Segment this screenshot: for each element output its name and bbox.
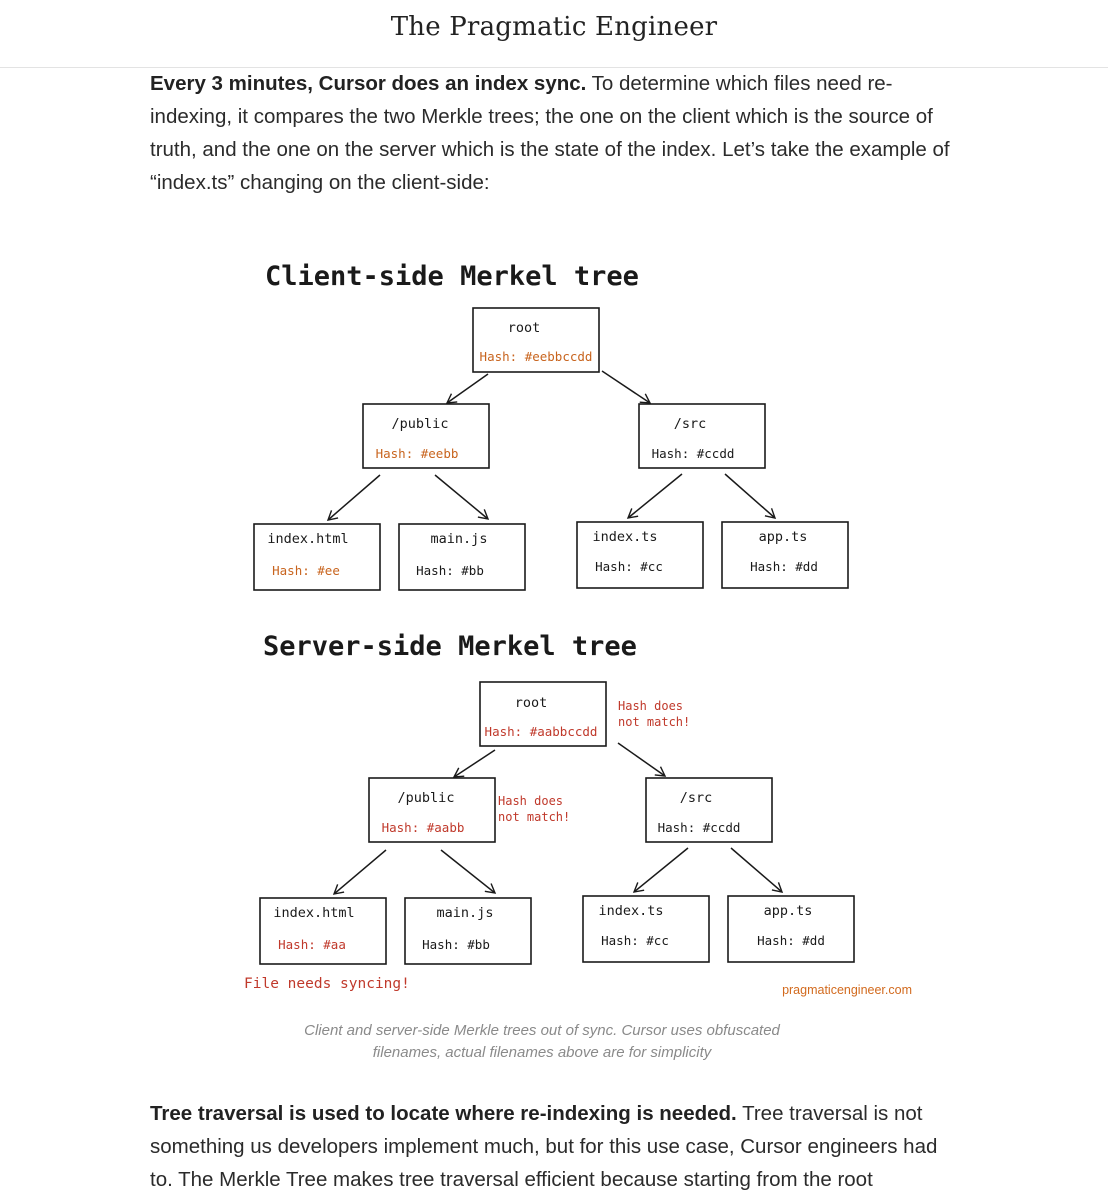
client-main-js-hash: Hash: #bb bbox=[416, 563, 484, 578]
client-public-node bbox=[363, 404, 489, 468]
server-app-ts-hash: Hash: #dd bbox=[757, 933, 825, 948]
server-public-note-line1: Hash does bbox=[498, 794, 564, 808]
client-src-hash: Hash: #ccdd bbox=[651, 446, 735, 461]
server-public-name: /public bbox=[397, 790, 455, 806]
server-index-html-hash: Hash: #aa bbox=[278, 937, 346, 952]
watermark: pragmaticengineer.com bbox=[782, 983, 912, 997]
intro-paragraph bbox=[150, 67, 950, 199]
server-app-ts-node bbox=[728, 896, 854, 962]
server-main-js-node bbox=[405, 898, 531, 964]
client-src-node bbox=[639, 404, 765, 468]
caption-line-2: filenames, actual filenames above are for simplicity bbox=[372, 1044, 712, 1061]
server-src-node bbox=[646, 778, 772, 842]
client-tree-title: Client-side Merkel tree bbox=[265, 261, 639, 292]
section2-text: Tree traversal is not something us developers implement much, but for this use case, Cursor engineers had to. The Merkle Tree makes tree traversal efficient because starting from the root bbox=[150, 1102, 938, 1191]
client-src-name: /src bbox=[673, 416, 707, 432]
server-root-note-line1: Hash does bbox=[618, 699, 684, 713]
server-app-ts-name: app.ts bbox=[763, 903, 813, 919]
server-public-node bbox=[369, 778, 495, 842]
server-root-name: root bbox=[514, 695, 548, 711]
client-root-node bbox=[473, 308, 599, 372]
server-src-hash: Hash: #ccdd bbox=[657, 820, 741, 835]
merkle-tree-figure bbox=[230, 240, 930, 1010]
client-public-name: /public bbox=[391, 416, 449, 432]
site-header bbox=[0, 0, 1108, 68]
client-index-ts-name: index.ts bbox=[592, 529, 658, 545]
server-root-node bbox=[480, 682, 606, 746]
site-title[interactable]: The Pragmatic Engineer bbox=[390, 12, 718, 42]
server-index-html-name: index.html bbox=[273, 905, 355, 921]
figure-caption bbox=[250, 1020, 834, 1064]
server-root-note-line2: not match! bbox=[618, 715, 691, 729]
intro-text: To determine which files need re-indexing, it compares the two Merkle trees; the one on the client which is the source of truth, and the one on the server which is the state of the index. Let’s take the example of “index.ts” changing on the client-side: bbox=[150, 72, 950, 194]
server-main-js-hash: Hash: #bb bbox=[422, 937, 490, 952]
server-main-js-name: main.js bbox=[436, 905, 494, 921]
tree-traversal-paragraph bbox=[150, 1097, 950, 1196]
client-app-ts-hash: Hash: #dd bbox=[750, 559, 818, 574]
caption-line-1: Client and server-side Merkle trees out of sync. Cursor uses obfuscated bbox=[304, 1022, 780, 1039]
server-index-ts-name: index.ts bbox=[598, 903, 664, 919]
client-index-ts-node bbox=[577, 522, 703, 588]
client-root-name: root bbox=[507, 320, 541, 336]
server-public-note-line2: not match! bbox=[498, 810, 571, 824]
intro-bold: Every 3 minutes, Cursor does an index sync. bbox=[150, 72, 587, 95]
client-root-hash: Hash: #eebbccdd bbox=[479, 349, 593, 364]
client-public-hash: Hash: #eebb bbox=[375, 446, 459, 461]
client-index-ts-hash: Hash: #cc bbox=[595, 559, 663, 574]
server-tree-title: Server-side Merkel tree bbox=[263, 631, 637, 662]
server-index-html-node bbox=[260, 898, 386, 964]
client-app-ts-node bbox=[722, 522, 848, 588]
client-app-ts-name: app.ts bbox=[758, 529, 808, 545]
client-main-js-name: main.js bbox=[430, 531, 488, 547]
server-public-hash: Hash: #aabb bbox=[381, 820, 465, 835]
section2-bold: Tree traversal is used to locate where re-indexing is needed. bbox=[150, 1102, 737, 1125]
client-index-html-node bbox=[254, 524, 380, 590]
server-root-hash: Hash: #aabbccdd bbox=[484, 724, 598, 739]
server-src-name: /src bbox=[679, 790, 713, 806]
merkle-diagram-svg bbox=[230, 240, 930, 1010]
client-index-html-name: index.html bbox=[267, 531, 349, 547]
file-needs-syncing-note: File needs syncing! bbox=[244, 976, 410, 992]
client-index-html-hash: Hash: #ee bbox=[272, 563, 340, 578]
client-main-js-node bbox=[399, 524, 525, 590]
server-index-ts-hash: Hash: #cc bbox=[601, 933, 669, 948]
server-index-ts-node bbox=[583, 896, 709, 962]
